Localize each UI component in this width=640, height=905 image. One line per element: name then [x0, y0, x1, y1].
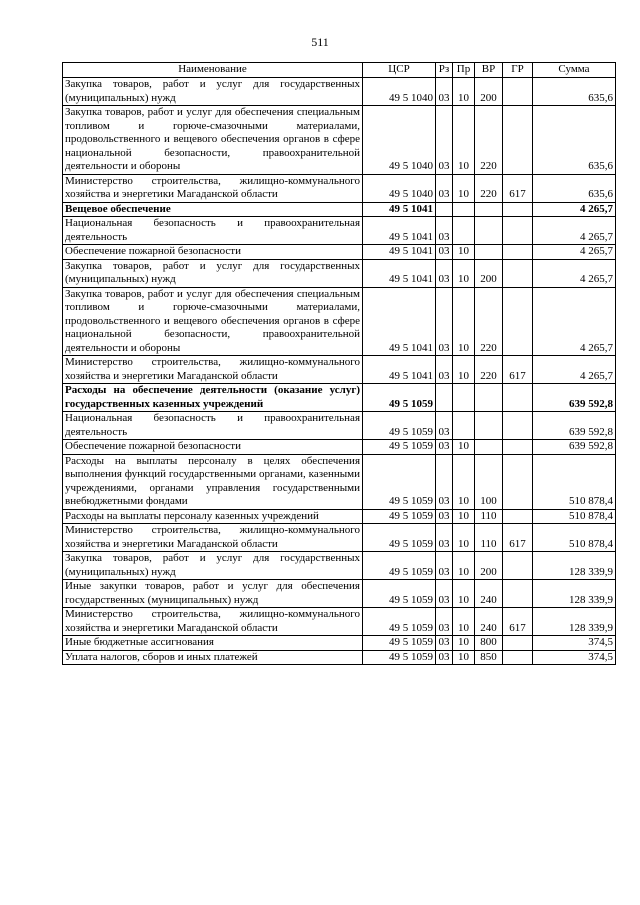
cell-csr: 49 5 1059	[363, 524, 436, 552]
cell-rz: 03	[436, 78, 453, 106]
cell-name: Расходы на обеспечение деятельности (оказание услуг) государственных казенных учреждений	[63, 384, 363, 412]
cell-sum: 510 878,4	[533, 509, 616, 524]
cell-gr	[503, 650, 533, 665]
cell-pr	[453, 384, 475, 412]
cell-csr: 49 5 1059	[363, 650, 436, 665]
cell-pr: 10	[453, 106, 475, 175]
cell-name: Закупка товаров, работ и услуг для обеспечения специальным топливом и горюче-смазочными материалами, продовольственного и вещевого обеспечения органов в сфере национальной безопасности, правоохранительной деятельности и обороны	[63, 287, 363, 356]
cell-gr: 617	[503, 608, 533, 636]
cell-vr	[475, 440, 503, 455]
table-row	[63, 356, 616, 384]
cell-sum: 4 265,7	[533, 245, 616, 260]
cell-pr: 10	[453, 636, 475, 651]
table-row	[63, 106, 616, 175]
cell-sum: 635,6	[533, 174, 616, 202]
cell-gr	[503, 245, 533, 260]
cell-csr: 49 5 1059	[363, 552, 436, 580]
cell-rz: 03	[436, 412, 453, 440]
cell-pr: 10	[453, 287, 475, 356]
cell-gr	[503, 454, 533, 509]
cell-name: Министерство строительства, жилищно-коммунального хозяйства и энергетики Магаданской области	[63, 608, 363, 636]
cell-csr: 49 5 1059	[363, 440, 436, 455]
cell-pr: 10	[453, 524, 475, 552]
table-row	[63, 608, 616, 636]
budget-table	[62, 62, 616, 665]
cell-gr	[503, 440, 533, 455]
cell-rz: 03	[436, 580, 453, 608]
cell-vr: 240	[475, 608, 503, 636]
table-row	[63, 509, 616, 524]
cell-csr: 49 5 1059	[363, 412, 436, 440]
cell-gr	[503, 552, 533, 580]
cell-rz: 03	[436, 245, 453, 260]
cell-sum: 635,6	[533, 106, 616, 175]
cell-name: Иные бюджетные ассигнования	[63, 636, 363, 651]
cell-name: Национальная безопасность и правоохранительная деятельность	[63, 217, 363, 245]
header-csr: ЦСР	[363, 63, 436, 78]
table-row	[63, 78, 616, 106]
cell-csr: 49 5 1059	[363, 454, 436, 509]
cell-gr	[503, 78, 533, 106]
cell-pr: 10	[453, 440, 475, 455]
cell-pr: 10	[453, 78, 475, 106]
cell-pr: 10	[453, 509, 475, 524]
cell-csr: 49 5 1040	[363, 78, 436, 106]
cell-csr: 49 5 1059	[363, 636, 436, 651]
table-body	[63, 78, 616, 665]
cell-rz: 03	[436, 106, 453, 175]
table-row	[63, 287, 616, 356]
table-row	[63, 580, 616, 608]
cell-gr	[503, 384, 533, 412]
cell-sum: 4 265,7	[533, 287, 616, 356]
cell-gr	[503, 106, 533, 175]
cell-gr	[503, 217, 533, 245]
cell-pr: 10	[453, 580, 475, 608]
cell-csr: 49 5 1041	[363, 245, 436, 260]
cell-name: Уплата налогов, сборов и иных платежей	[63, 650, 363, 665]
cell-vr: 220	[475, 287, 503, 356]
cell-name: Обеспечение пожарной безопасности	[63, 245, 363, 260]
cell-sum: 374,5	[533, 636, 616, 651]
table-row	[63, 440, 616, 455]
cell-sum: 639 592,8	[533, 412, 616, 440]
cell-rz	[436, 384, 453, 412]
cell-rz: 03	[436, 440, 453, 455]
cell-vr: 850	[475, 650, 503, 665]
cell-sum: 510 878,4	[533, 524, 616, 552]
cell-name: Закупка товаров, работ и услуг для государственных (муниципальных) нужд	[63, 259, 363, 287]
cell-vr: 220	[475, 106, 503, 175]
cell-sum: 4 265,7	[533, 217, 616, 245]
cell-pr	[453, 412, 475, 440]
cell-vr	[475, 202, 503, 217]
header-pr: Пр	[453, 63, 475, 78]
table-row	[63, 650, 616, 665]
header-name: Наименование	[63, 63, 363, 78]
cell-name: Обеспечение пожарной безопасности	[63, 440, 363, 455]
table-row	[63, 245, 616, 260]
cell-name: Закупка товаров, работ и услуг для государственных (муниципальных) нужд	[63, 78, 363, 106]
cell-vr: 100	[475, 454, 503, 509]
cell-vr: 800	[475, 636, 503, 651]
cell-sum: 4 265,7	[533, 259, 616, 287]
page-number: 511	[311, 35, 329, 49]
cell-gr	[503, 287, 533, 356]
table-row	[63, 202, 616, 217]
cell-sum: 128 339,9	[533, 580, 616, 608]
cell-gr	[503, 259, 533, 287]
cell-pr: 10	[453, 245, 475, 260]
cell-csr: 49 5 1041	[363, 202, 436, 217]
cell-vr: 200	[475, 259, 503, 287]
table-row	[63, 552, 616, 580]
cell-csr: 49 5 1040	[363, 174, 436, 202]
cell-csr: 49 5 1059	[363, 384, 436, 412]
header-gr: ГР	[503, 63, 533, 78]
cell-gr: 617	[503, 174, 533, 202]
table-row	[63, 636, 616, 651]
cell-name: Иные закупки товаров, работ и услуг для обеспечения государственных (муниципальных) нужд	[63, 580, 363, 608]
table-row	[63, 524, 616, 552]
cell-rz: 03	[436, 524, 453, 552]
header-rz: Рз	[436, 63, 453, 78]
cell-rz	[436, 202, 453, 217]
cell-rz: 03	[436, 174, 453, 202]
cell-rz: 03	[436, 650, 453, 665]
cell-sum: 639 592,8	[533, 384, 616, 412]
cell-vr: 240	[475, 580, 503, 608]
cell-vr	[475, 412, 503, 440]
cell-name: Министерство строительства, жилищно-коммунального хозяйства и энергетики Магаданской области	[63, 524, 363, 552]
cell-gr	[503, 636, 533, 651]
cell-gr: 617	[503, 356, 533, 384]
cell-gr	[503, 580, 533, 608]
cell-sum: 128 339,9	[533, 608, 616, 636]
cell-csr: 49 5 1041	[363, 259, 436, 287]
cell-name: Министерство строительства, жилищно-коммунального хозяйства и энергетики Магаданской области	[63, 174, 363, 202]
cell-vr: 200	[475, 552, 503, 580]
cell-gr: 617	[503, 524, 533, 552]
cell-vr: 220	[475, 356, 503, 384]
cell-pr: 10	[453, 552, 475, 580]
cell-pr	[453, 202, 475, 217]
table-row	[63, 412, 616, 440]
cell-pr	[453, 217, 475, 245]
table-row	[63, 384, 616, 412]
cell-vr: 110	[475, 509, 503, 524]
cell-rz: 03	[436, 259, 453, 287]
cell-name: Расходы на выплаты персоналу в целях обеспечения выполнения функций государственными органами, казенными учреждениями, органами управления государственными внебюджетными фондами	[63, 454, 363, 509]
cell-name: Министерство строительства, жилищно-коммунального хозяйства и энергетики Магаданской области	[63, 356, 363, 384]
table-row	[63, 174, 616, 202]
header-vr: ВР	[475, 63, 503, 78]
cell-vr: 200	[475, 78, 503, 106]
cell-name: Закупка товаров, работ и услуг для государственных (муниципальных) нужд	[63, 552, 363, 580]
table-row	[63, 217, 616, 245]
cell-pr: 10	[453, 356, 475, 384]
header-sum: Сумма	[533, 63, 616, 78]
cell-name: Расходы на выплаты персоналу казенных учреждений	[63, 509, 363, 524]
cell-gr	[503, 509, 533, 524]
cell-pr: 10	[453, 259, 475, 287]
cell-name: Закупка товаров, работ и услуг для обеспечения специальным топливом и горюче-смазочными материалами, продовольственного и вещевого обеспечения органов в сфере национальной безопасности, правоохранительной деятельности и обороны	[63, 106, 363, 175]
cell-sum: 128 339,9	[533, 552, 616, 580]
cell-rz: 03	[436, 356, 453, 384]
cell-gr	[503, 202, 533, 217]
cell-pr: 10	[453, 174, 475, 202]
cell-rz: 03	[436, 287, 453, 356]
cell-sum: 639 592,8	[533, 440, 616, 455]
cell-rz: 03	[436, 217, 453, 245]
cell-csr: 49 5 1041	[363, 356, 436, 384]
cell-csr: 49 5 1059	[363, 509, 436, 524]
cell-gr	[503, 412, 533, 440]
cell-sum: 510 878,4	[533, 454, 616, 509]
table-row	[63, 259, 616, 287]
table-row	[63, 454, 616, 509]
cell-rz: 03	[436, 454, 453, 509]
cell-pr: 10	[453, 650, 475, 665]
cell-vr: 220	[475, 174, 503, 202]
cell-rz: 03	[436, 636, 453, 651]
cell-name: Национальная безопасность и правоохранительная деятельность	[63, 412, 363, 440]
cell-csr: 49 5 1040	[363, 106, 436, 175]
cell-rz: 03	[436, 509, 453, 524]
cell-pr: 10	[453, 608, 475, 636]
cell-name: Вещевое обеспечение	[63, 202, 363, 217]
cell-rz: 03	[436, 552, 453, 580]
cell-rz: 03	[436, 608, 453, 636]
cell-csr: 49 5 1041	[363, 287, 436, 356]
cell-csr: 49 5 1059	[363, 608, 436, 636]
cell-vr	[475, 217, 503, 245]
cell-sum: 635,6	[533, 78, 616, 106]
cell-sum: 4 265,7	[533, 356, 616, 384]
cell-vr	[475, 245, 503, 260]
cell-pr: 10	[453, 454, 475, 509]
cell-sum: 4 265,7	[533, 202, 616, 217]
cell-csr: 49 5 1041	[363, 217, 436, 245]
cell-vr	[475, 384, 503, 412]
cell-vr: 110	[475, 524, 503, 552]
cell-sum: 374,5	[533, 650, 616, 665]
table-header-row	[63, 63, 616, 78]
cell-csr: 49 5 1059	[363, 580, 436, 608]
